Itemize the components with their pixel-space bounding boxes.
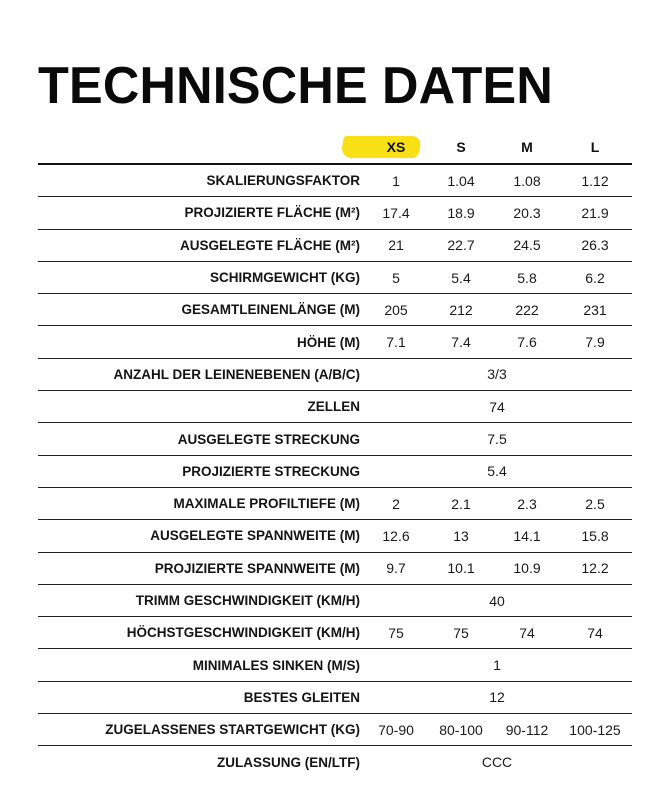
table-row [38, 617, 632, 649]
table-row [38, 649, 632, 681]
column-header-xs-label: XS [386, 138, 406, 155]
row-value-all-sizes: 74 [489, 398, 505, 415]
row-label: PROJIZIERTE STRECKUNG [182, 463, 360, 479]
page-title: TECHNISCHE DATEN [38, 57, 553, 115]
row-value-all-sizes: 40 [489, 592, 505, 609]
row-label: ZUGELASSENES STARTGEWICHT (KG) [105, 722, 360, 738]
column-header-l: L [590, 138, 600, 155]
table-row [38, 520, 632, 552]
row-label: ZELLEN [307, 399, 360, 415]
table-row [38, 423, 632, 455]
row-label: AUSGELEGTE SPANNWEITE (M) [150, 528, 360, 544]
row-label: SCHIRMGEWICHT (KG) [210, 270, 360, 286]
row-value-m: 7.6 [517, 334, 537, 351]
row-value-s: 1.04 [447, 172, 475, 189]
row-value-s: 212 [449, 301, 473, 318]
row-label: AUSGELEGTE FLÄCHE (M²) [180, 237, 360, 253]
row-value-all-sizes: 7.5 [487, 431, 507, 448]
table-row [38, 488, 632, 520]
row-value-m: 5.8 [517, 269, 537, 286]
table-row [38, 326, 632, 358]
row-value-xs: 12.6 [382, 527, 410, 544]
table-row [38, 165, 632, 197]
row-value-m: 90-112 [505, 721, 549, 738]
row-value-m: 74 [519, 624, 535, 641]
row-value-all-sizes: 12 [489, 689, 505, 706]
row-value-l: 15.8 [581, 527, 609, 544]
row-value-s: 80-100 [439, 721, 483, 738]
row-label: HÖCHSTGESCHWINDIGKEIT (KM/H) [126, 625, 360, 641]
table-row [38, 230, 632, 262]
table-row [38, 585, 632, 617]
table-row [38, 553, 632, 585]
row-value-xs: 17.4 [382, 204, 410, 221]
row-value-s: 5.4 [451, 269, 471, 286]
table-row [38, 682, 632, 714]
row-value-s: 13 [453, 527, 469, 544]
row-value-l: 74 [587, 624, 603, 641]
row-label: ANZAHL DER LEINENEBENEN (A/B/C) [113, 366, 360, 382]
column-header-xs [364, 130, 428, 163]
row-value-xs: 7.1 [386, 334, 406, 351]
row-value-l: 26.3 [581, 237, 609, 254]
row-label: GESAMTLEINENLÄNGE (M) [181, 302, 360, 318]
row-value-m: 14.1 [513, 527, 541, 544]
row-value-l: 231 [583, 301, 607, 318]
row-value-m: 1.08 [513, 172, 541, 189]
row-value-xs: 70-90 [378, 721, 414, 738]
table-row [38, 456, 632, 488]
row-value-l: 12.2 [581, 560, 609, 577]
table-row [38, 262, 632, 294]
row-value-s: 22.7 [447, 237, 475, 254]
row-value-xs: 21 [388, 237, 404, 254]
row-value-all-sizes: 1 [493, 657, 501, 674]
row-value-all-sizes: CCC [481, 754, 513, 771]
row-value-l: 7.9 [585, 334, 605, 351]
row-label: PROJIZIERTE SPANNWEITE (M) [154, 560, 360, 576]
row-value-m: 222 [515, 301, 539, 318]
row-value-xs: 1 [392, 172, 400, 189]
row-value-s: 18.9 [447, 204, 475, 221]
table-row [38, 391, 632, 423]
table-row [38, 359, 632, 391]
row-value-m: 10.9 [513, 560, 541, 577]
row-value-xs: 5 [392, 269, 400, 286]
row-value-m: 24.5 [513, 237, 541, 254]
row-value-l: 21.9 [581, 204, 609, 221]
row-value-xs: 9.7 [386, 560, 406, 577]
row-value-s: 7.4 [451, 334, 471, 351]
table-header-row [38, 130, 632, 165]
table-row [38, 714, 632, 746]
row-value-s: 2.1 [451, 495, 471, 512]
row-label: BESTES GLEITEN [243, 689, 360, 705]
row-value-xs: 2 [392, 495, 400, 512]
row-label: TRIMM GESCHWINDIGKEIT (KM/H) [135, 593, 360, 608]
row-label: HÖHE (M) [297, 334, 360, 350]
row-label: PROJIZIERTE FLÄCHE (M²) [184, 205, 360, 221]
row-value-s: 10.1 [447, 560, 475, 577]
row-value-all-sizes: 3/3 [487, 366, 507, 383]
row-value-l: 1.12 [581, 172, 609, 189]
row-value-all-sizes: 5.4 [487, 463, 507, 480]
row-label: AUSGELEGTE STRECKUNG [177, 431, 360, 447]
table-row [38, 197, 632, 229]
row-label: ZULASSUNG (EN/LTF) [217, 754, 360, 770]
row-label: MINIMALES SINKEN (M/S) [192, 657, 360, 673]
row-value-xs: 205 [384, 301, 408, 318]
column-header-m: M [521, 138, 533, 155]
row-value-l: 6.2 [585, 269, 605, 286]
column-header-s: S [456, 138, 466, 155]
row-value-xs: 75 [388, 624, 404, 641]
row-value-l: 2.5 [585, 495, 605, 512]
table-body [38, 165, 632, 779]
row-value-m: 20.3 [513, 204, 541, 221]
row-value-s: 75 [453, 624, 469, 641]
row-label: SKALIERUNGSFAKTOR [206, 173, 360, 189]
row-label: MAXIMALE PROFILTIEFE (M) [173, 496, 360, 512]
table-row [38, 746, 632, 778]
table-row [38, 294, 632, 326]
specs-table [38, 130, 632, 779]
row-value-l: 100-125 [569, 721, 621, 738]
row-value-m: 2.3 [517, 495, 537, 512]
